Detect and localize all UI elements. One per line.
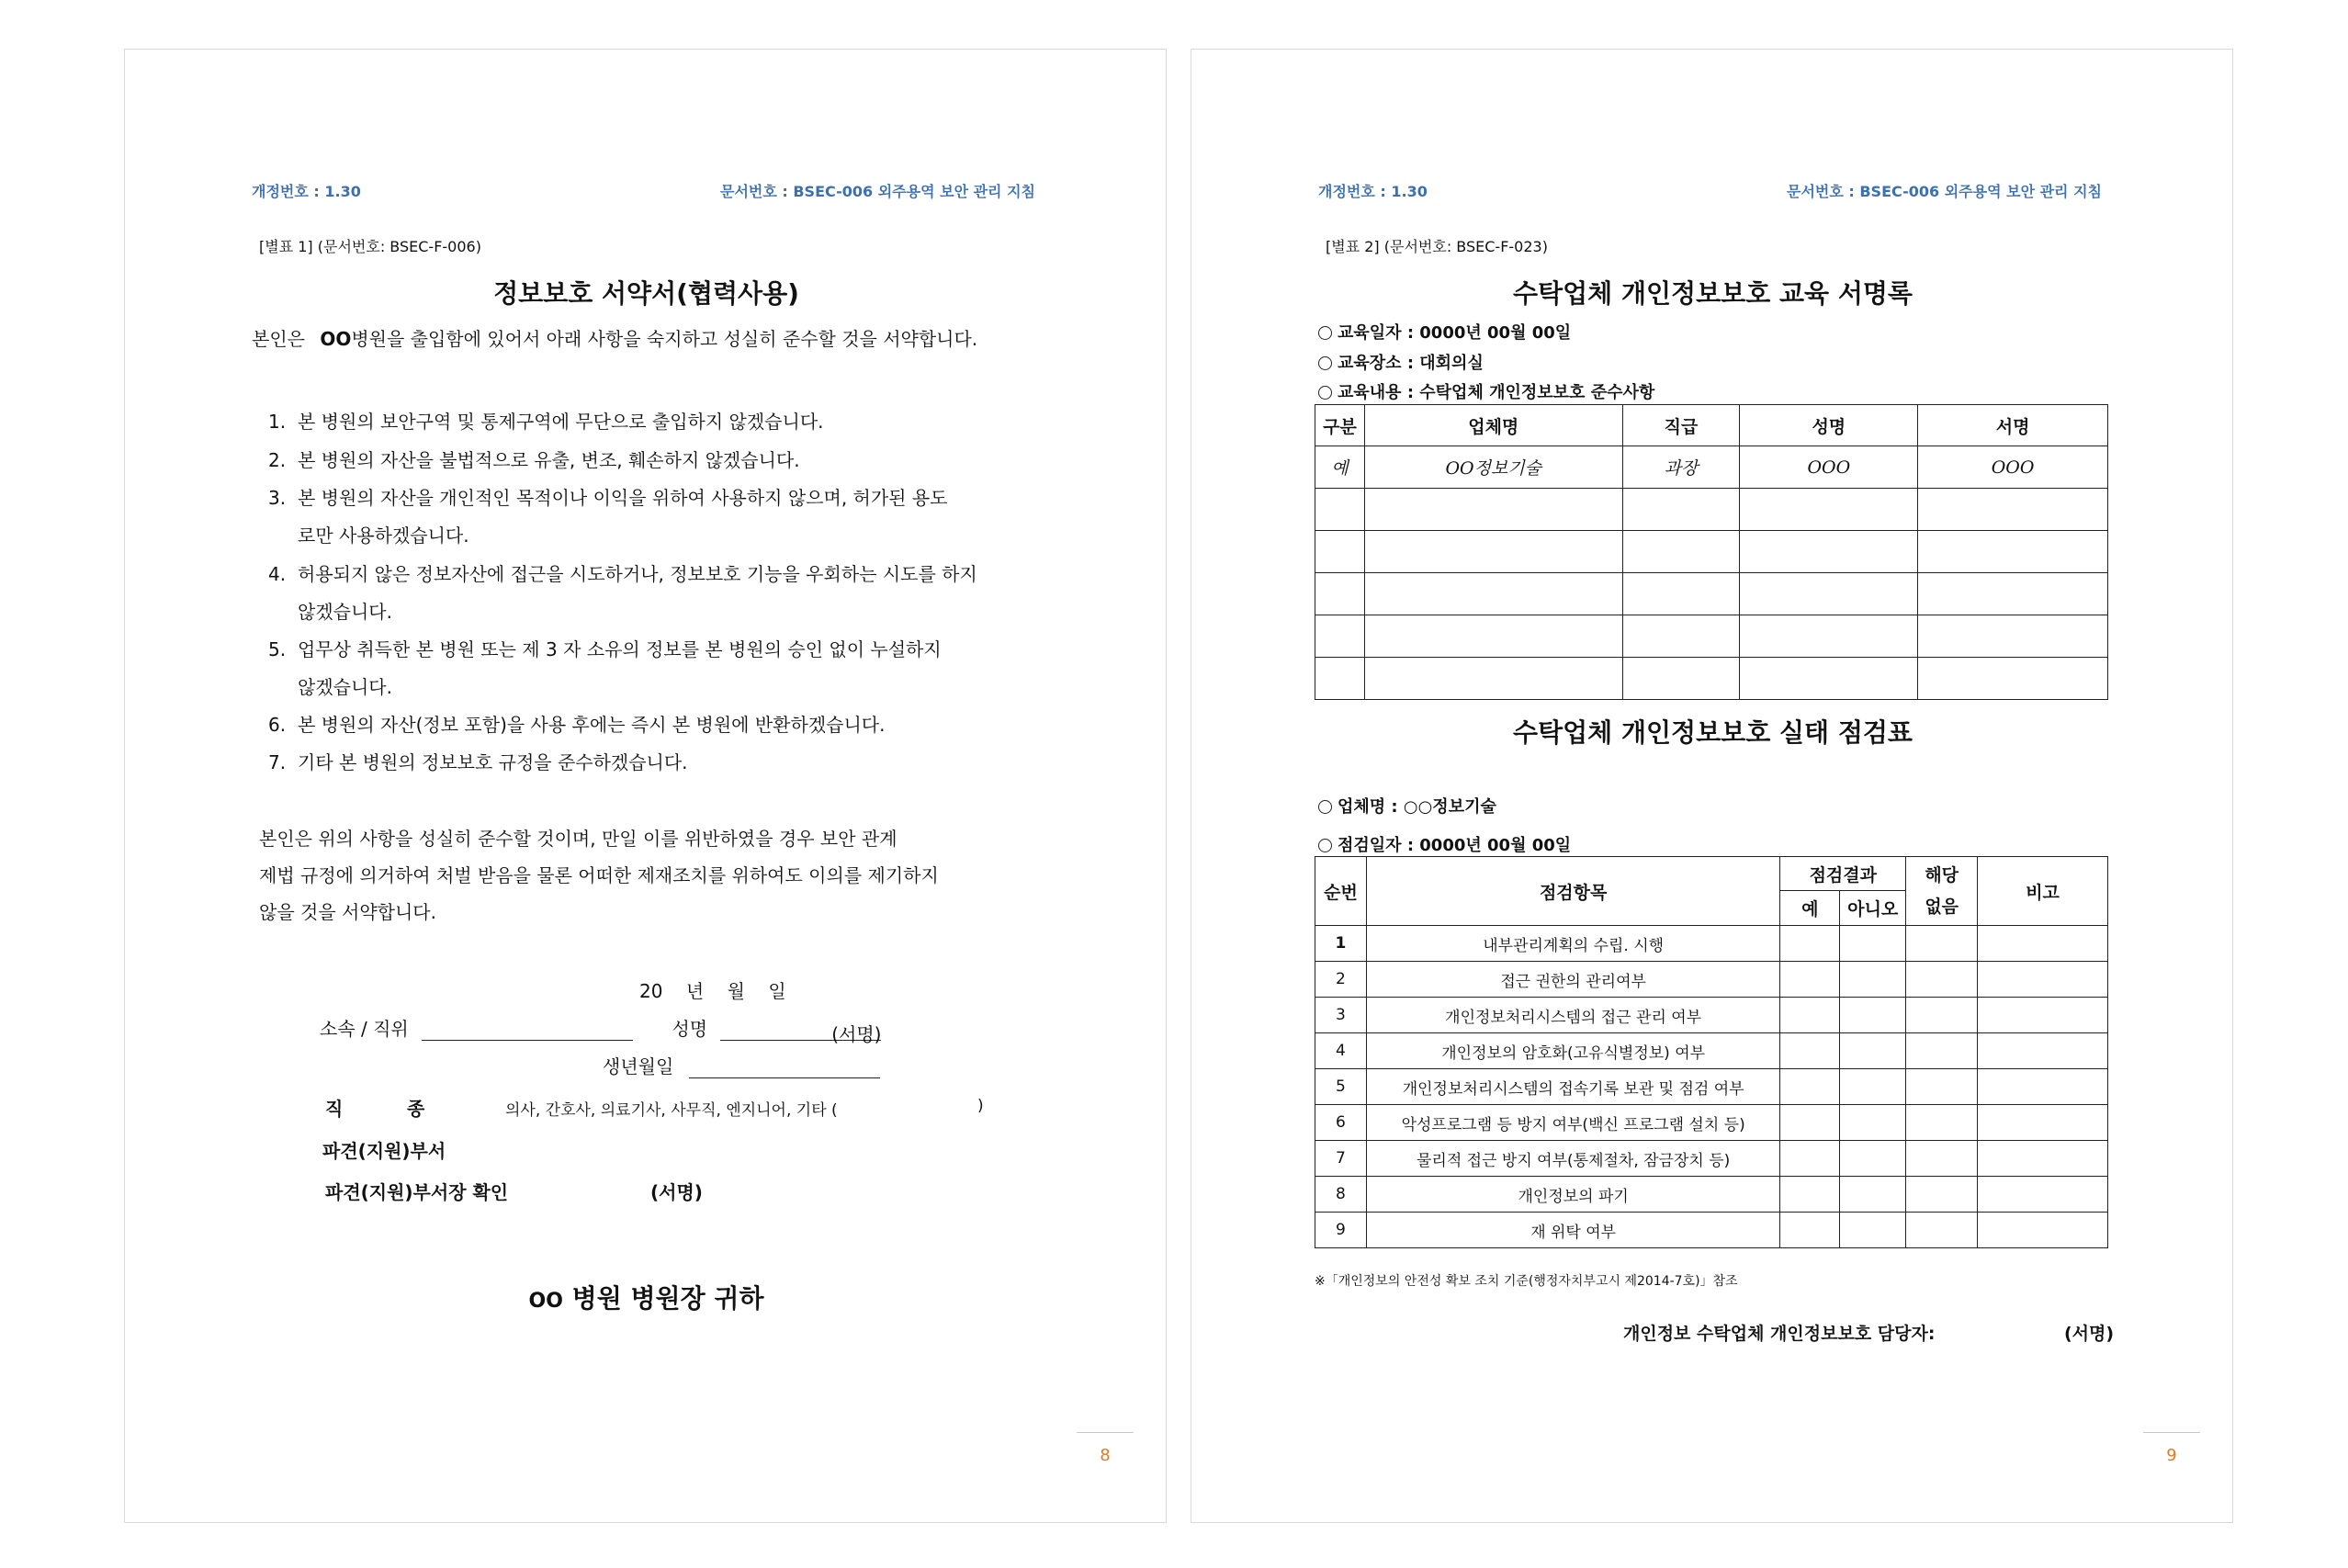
table-cell[interactable] bbox=[1840, 1033, 1906, 1069]
table-cell[interactable] bbox=[1364, 615, 1622, 658]
table-cell[interactable] bbox=[1978, 998, 2108, 1033]
list-item: 6. 본 병원의 자산(정보 포함)을 사용 후에는 즉시 본 병원에 반환하겠습니다. bbox=[268, 714, 886, 736]
table-cell[interactable] bbox=[1622, 573, 1740, 615]
table-cell: 예 bbox=[1315, 446, 1365, 489]
annex-label: [별표 1] (문서번호: BSEC-F-006) bbox=[259, 238, 481, 255]
table-cell[interactable] bbox=[1364, 531, 1622, 573]
table-cell[interactable] bbox=[1906, 926, 1978, 962]
intro-oo: OO bbox=[320, 328, 352, 350]
table-cell[interactable] bbox=[1978, 1213, 2108, 1248]
table-cell: 내부관리계획의 수립. 시행 bbox=[1366, 926, 1779, 962]
document-page-right bbox=[1191, 49, 2233, 1523]
table-cell[interactable] bbox=[1780, 1177, 1840, 1213]
closing-line: 본인은 위의 사항을 성실히 준수할 것이며, 만일 이를 위반하였을 경우 보안 관계 bbox=[259, 828, 897, 850]
table-header: 비고 bbox=[1978, 857, 2108, 926]
affiliation-label: 소속 / 직위 bbox=[320, 1018, 409, 1040]
closing-line: 않을 것을 서약합니다. bbox=[259, 901, 436, 923]
table-header: 아니오 bbox=[1840, 891, 1906, 926]
dispatch-dept-label: 파견(지원)부서 bbox=[322, 1140, 446, 1162]
table-cell[interactable] bbox=[1315, 658, 1365, 700]
inspection-table bbox=[1315, 856, 2108, 1248]
table-row bbox=[1315, 926, 2108, 962]
table-cell[interactable] bbox=[1840, 1069, 1906, 1105]
page-number: 8 bbox=[1100, 1446, 1111, 1465]
table-cell[interactable] bbox=[1780, 998, 1840, 1033]
education-signature-table bbox=[1315, 404, 2108, 700]
list-item-continuation: 않겠습니다. bbox=[298, 601, 392, 623]
table-cell[interactable] bbox=[1906, 1105, 1978, 1141]
table-cell[interactable] bbox=[1978, 1069, 2108, 1105]
table-cell: 8 bbox=[1315, 1177, 1367, 1213]
table-cell[interactable] bbox=[1740, 531, 1918, 573]
inspection-date: 점검일자 : 0000년 00월 00일 bbox=[1318, 832, 1571, 856]
education-place: 교육장소 : 대회의실 bbox=[1318, 350, 1484, 374]
table-cell[interactable] bbox=[1364, 573, 1622, 615]
table-cell: 1 bbox=[1315, 926, 1367, 962]
table-cell[interactable] bbox=[1780, 962, 1840, 998]
table-cell[interactable] bbox=[1840, 1105, 1906, 1141]
table-cell[interactable] bbox=[1364, 658, 1622, 700]
intro-rest: 병원을 출입함에 있어서 아래 사항을 숙지하고 성실히 준수할 것을 서약합니다. bbox=[351, 328, 978, 350]
table-cell: 접근 권한의 관리여부 bbox=[1366, 962, 1779, 998]
table-header: 업체명 bbox=[1364, 405, 1622, 446]
table-cell[interactable] bbox=[1780, 1141, 1840, 1177]
education-date: 교육일자 : 0000년 00월 00일 bbox=[1318, 320, 1571, 344]
table-cell: 4 bbox=[1315, 1033, 1367, 1069]
dispatch-head-label: 파견(지원)부서장 확인 bbox=[325, 1181, 509, 1203]
table-row bbox=[1315, 1141, 2108, 1177]
table-cell: 개인정보처리시스템의 접속기록 보관 및 점검 여부 bbox=[1366, 1069, 1779, 1105]
name-label: 성명 bbox=[672, 1018, 708, 1040]
intro-prefix: 본인은 bbox=[252, 328, 305, 350]
table-cell[interactable] bbox=[1906, 998, 1978, 1033]
table-cell: 과장 bbox=[1622, 446, 1740, 489]
table-cell[interactable] bbox=[1780, 1213, 1840, 1248]
table-header: 서명 bbox=[1918, 405, 2108, 446]
table-cell[interactable] bbox=[1918, 531, 2108, 573]
table-cell[interactable] bbox=[1840, 998, 1906, 1033]
revision-number: 개정번호 : 1.30 bbox=[1318, 183, 1428, 200]
table-cell[interactable] bbox=[1978, 1177, 2108, 1213]
list-item-continuation: 않겠습니다. bbox=[298, 676, 392, 698]
officer-label: 개인정보 수탁업체 개인정보보호 담당자: bbox=[1623, 1324, 1936, 1344]
table-cell[interactable] bbox=[1840, 1177, 1906, 1213]
table-cell[interactable] bbox=[1315, 531, 1365, 573]
table-header-row bbox=[1315, 405, 2108, 446]
table-cell[interactable] bbox=[1840, 926, 1906, 962]
table-cell: 물리적 접근 방지 여부(통제절차, 잠금장치 등) bbox=[1366, 1141, 1779, 1177]
table-cell[interactable] bbox=[1622, 489, 1740, 531]
circle-bullet-icon bbox=[1318, 326, 1332, 340]
table-cell: 3 bbox=[1315, 998, 1367, 1033]
table-cell[interactable] bbox=[1315, 615, 1365, 658]
table-row bbox=[1315, 1213, 2108, 1248]
table-row bbox=[1315, 446, 2108, 489]
addressee bbox=[125, 1279, 1168, 1315]
table-cell[interactable] bbox=[1840, 1213, 1906, 1248]
table-cell[interactable] bbox=[1315, 489, 1365, 531]
table-cell: OOO bbox=[1918, 446, 2108, 489]
table-cell: OO정보기술 bbox=[1364, 446, 1622, 489]
document-number: 문서번호 : BSEC-006 외주용역 보안 관리 지침 bbox=[1786, 183, 2102, 200]
table-cell[interactable] bbox=[1978, 962, 2108, 998]
table-cell: 개인정보처리시스템의 접근 관리 여부 bbox=[1366, 998, 1779, 1033]
table-cell: 재 위탁 여부 bbox=[1366, 1213, 1779, 1248]
list-item: 3. 본 병원의 자산을 개인적인 목적이나 이익을 위하여 사용하지 않으며, 허가된 용도 bbox=[268, 487, 948, 509]
table-header: 직급 bbox=[1622, 405, 1740, 446]
table-header: 점검결과 bbox=[1780, 857, 1906, 891]
education-title: 수탁업체 개인정보보호 교육 서명록 bbox=[1513, 278, 1913, 309]
table-cell: 개인정보의 암호화(고유식별정보) 여부 bbox=[1366, 1033, 1779, 1069]
table-cell[interactable] bbox=[1315, 573, 1365, 615]
table-row bbox=[1315, 962, 2108, 998]
annex-label: [별표 2] (문서번호: BSEC-F-023) bbox=[1326, 238, 1548, 255]
job-label: 직 종 bbox=[325, 1098, 425, 1120]
table-cell: 6 bbox=[1315, 1105, 1367, 1141]
list-item: 4. 허용되지 않은 정보자산에 접근을 시도하거나, 정보보호 기능을 우회하는 시도를 하지 bbox=[268, 563, 977, 585]
table-cell: 악성프로그램 등 방지 여부(백신 프로그램 설치 등) bbox=[1366, 1105, 1779, 1141]
document-number: 문서번호 : BSEC-006 외주용역 보안 관리 지침 bbox=[719, 183, 1035, 200]
table-cell[interactable] bbox=[1906, 1033, 1978, 1069]
table-row bbox=[1315, 998, 2108, 1033]
sign-label: (서명) bbox=[831, 1023, 882, 1045]
table-cell[interactable] bbox=[1906, 1213, 1978, 1248]
table-header: 순번 bbox=[1315, 857, 1367, 926]
table-row bbox=[1315, 489, 2108, 531]
page-number-rule bbox=[2143, 1432, 2200, 1433]
table-cell: 2 bbox=[1315, 962, 1367, 998]
circle-bullet-icon bbox=[1318, 839, 1332, 852]
table-header: 성명 bbox=[1740, 405, 1918, 446]
closing-line: 제법 규정에 의거하여 처벌 받음을 물론 어떠한 제재조치를 위하여도 이의를 제기하지 bbox=[259, 864, 939, 886]
table-cell[interactable] bbox=[1918, 615, 2108, 658]
document-page-left bbox=[124, 49, 1167, 1523]
table-header: 예 bbox=[1780, 891, 1840, 926]
table-header: 점검항목 bbox=[1366, 857, 1779, 926]
birth-field[interactable] bbox=[689, 1057, 880, 1078]
table-row bbox=[1315, 573, 2108, 615]
table-cell[interactable] bbox=[1840, 1141, 1906, 1177]
dispatch-sign-label: (서명) bbox=[650, 1181, 703, 1203]
revision-number: 개정번호 : 1.30 bbox=[252, 183, 361, 200]
table-cell: 7 bbox=[1315, 1141, 1367, 1177]
table-cell[interactable] bbox=[1780, 1033, 1840, 1069]
table-row bbox=[1315, 1033, 2108, 1069]
table-row bbox=[1315, 1177, 2108, 1213]
job-options: 의사, 간호사, 의료기사, 사무직, 엔지니어, 기타 ( bbox=[505, 1101, 838, 1120]
name-field[interactable] bbox=[720, 1020, 882, 1045]
table-cell[interactable] bbox=[1906, 1177, 1978, 1213]
page-number-rule bbox=[1077, 1432, 1134, 1433]
education-content: 교육내용 : 수탁업체 개인정보보호 준수사항 bbox=[1318, 379, 1654, 403]
table-row bbox=[1315, 658, 2108, 700]
table-row bbox=[1315, 1105, 2108, 1141]
table-cell[interactable] bbox=[1978, 926, 2108, 962]
date-line: 20 년 월 일 bbox=[639, 980, 786, 1002]
birth-label: 생년월일 bbox=[603, 1055, 674, 1077]
table-cell[interactable] bbox=[1780, 926, 1840, 962]
signature-row bbox=[320, 1014, 882, 1045]
table-cell[interactable] bbox=[1740, 615, 1918, 658]
table-cell[interactable] bbox=[1918, 658, 2108, 700]
table-cell[interactable] bbox=[1740, 573, 1918, 615]
table-header: 해당 없음 bbox=[1906, 857, 1978, 926]
table-cell[interactable] bbox=[1906, 962, 1978, 998]
table-cell[interactable] bbox=[1622, 615, 1740, 658]
table-cell[interactable] bbox=[1740, 658, 1918, 700]
table-cell[interactable] bbox=[1906, 1141, 1978, 1177]
table-row bbox=[1315, 1069, 2108, 1105]
page-number: 9 bbox=[2166, 1446, 2177, 1465]
table-cell[interactable] bbox=[1740, 489, 1918, 531]
list-item: 7. 기타 본 병원의 정보보호 규정을 준수하겠습니다. bbox=[268, 751, 688, 773]
table-cell[interactable] bbox=[1978, 1033, 2108, 1069]
list-item: 5. 업무상 취득한 본 병원 또는 제 3 자 소유의 정보를 본 병원의 승인 없이 누설하지 bbox=[268, 638, 942, 660]
addressee-oo: OO bbox=[528, 1290, 563, 1313]
table-cell[interactable] bbox=[1622, 658, 1740, 700]
intro-text bbox=[252, 324, 977, 351]
addressee-text: 병원 병원장 귀하 bbox=[571, 1283, 764, 1314]
table-cell: OOO bbox=[1740, 446, 1918, 489]
list-item-continuation: 로만 사용하겠습니다. bbox=[298, 525, 469, 547]
company-name: 업체명 : ○○정보기술 bbox=[1318, 794, 1496, 818]
table-cell[interactable] bbox=[1364, 489, 1622, 531]
table-header: 구분 bbox=[1315, 405, 1365, 446]
page-title: 정보보호 서약서(협력사용) bbox=[493, 278, 799, 309]
table-cell[interactable] bbox=[1978, 1141, 2108, 1177]
table-row bbox=[1315, 615, 2108, 658]
table-cell: 9 bbox=[1315, 1213, 1367, 1248]
circle-bullet-icon bbox=[1318, 800, 1332, 814]
table-header-row bbox=[1315, 857, 2108, 891]
birth-row bbox=[603, 1052, 880, 1078]
list-item: 1. 본 병원의 보안구역 및 통제구역에 무단으로 출입하지 않겠습니다. bbox=[268, 411, 824, 433]
table-cell: 5 bbox=[1315, 1069, 1367, 1105]
circle-bullet-icon bbox=[1318, 356, 1332, 370]
table-cell[interactable] bbox=[1840, 962, 1906, 998]
job-close: ) bbox=[977, 1097, 984, 1115]
table-cell[interactable] bbox=[1622, 531, 1740, 573]
footnote: ※「개인정보의 안전성 확보 조치 기준(행정자치부고시 제2014-7호)」참조 bbox=[1315, 1274, 1738, 1289]
table-cell[interactable] bbox=[1978, 1105, 2108, 1141]
affiliation-field[interactable] bbox=[422, 1020, 633, 1041]
table-cell: 개인정보의 파기 bbox=[1366, 1177, 1779, 1213]
table-cell[interactable] bbox=[1918, 573, 2108, 615]
inspection-title: 수탁업체 개인정보보호 실태 점검표 bbox=[1513, 717, 1913, 748]
table-cell[interactable] bbox=[1918, 489, 2108, 531]
list-item: 2. 본 병원의 자산을 불법적으로 유출, 변조, 훼손하지 않겠습니다. bbox=[268, 449, 800, 471]
table-cell[interactable] bbox=[1780, 1105, 1840, 1141]
table-row bbox=[1315, 531, 2108, 573]
table-cell[interactable] bbox=[1780, 1069, 1840, 1105]
officer-sign-label: (서명) bbox=[2064, 1324, 2115, 1344]
table-cell[interactable] bbox=[1906, 1069, 1978, 1105]
circle-bullet-icon bbox=[1318, 386, 1332, 400]
